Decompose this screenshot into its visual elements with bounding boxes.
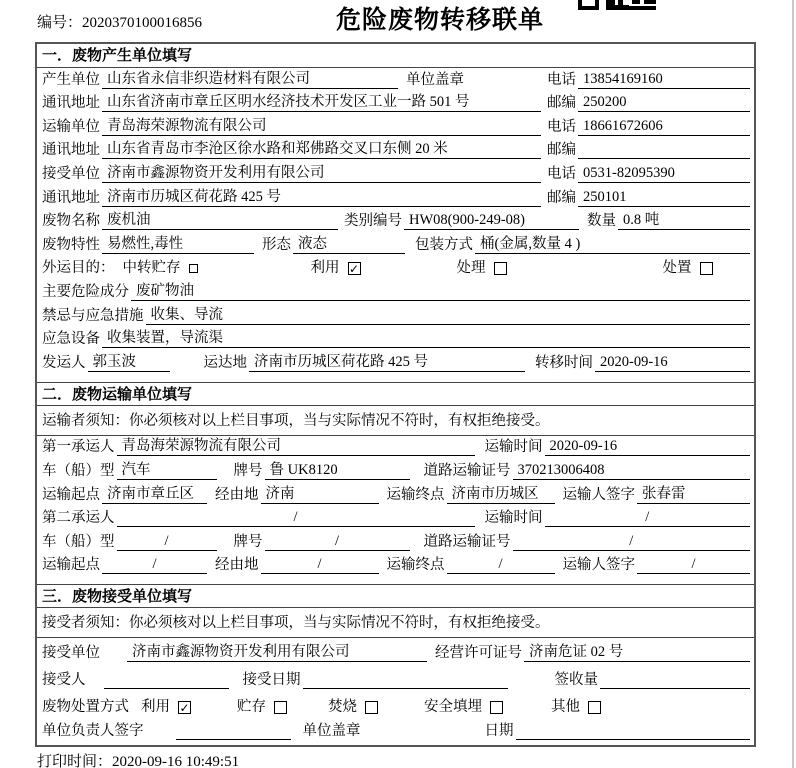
transport-unit-value: 青岛海荣源物流有限公司 [102,114,541,136]
transfer-date-value: 2020-09-16 [595,354,750,372]
producer-phone-value: 13854169160 [578,71,750,89]
main-hazard-value: 废矿物油 [131,279,750,301]
row-emergency-equipment [37,328,754,352]
second-carrier-value: / [117,509,475,527]
transfer-date-label: 转移时间 [535,354,593,371]
destination-label: 运达地 [203,354,247,371]
route2-signature-label: 运输人签字 [562,557,635,574]
receiver-zip-label: 邮编 [547,189,576,206]
waste-form-label: 形态 [262,236,291,253]
transport-unit-label: 运输单位 [42,118,100,135]
row-waste-property [37,233,754,257]
responsible-signature-value [176,722,291,740]
route2-signature-value: / [637,556,750,574]
road-permit2-label: 道路运输证号 [423,533,511,550]
row-route2 [37,554,754,578]
first-carrier-value: 青岛海荣源物流有限公司 [117,434,475,456]
transport-zip-value [578,141,750,159]
receiver-notice: 接受者须知：你必须核对以上栏目事项，当与实际情况不符时，有权拒绝接受。 [37,608,754,638]
section-gap [37,375,754,382]
transport-address-value: 山东省青岛市李沧区徐水路和郑佛路交叉口东侧 20 米 [102,137,541,159]
disposal-method-label: 废物处置方式 [42,699,129,716]
receiver-phone-value: 0531-82095390 [578,165,750,183]
receiver-zip-value: 250101 [578,189,750,207]
row-accept-person [37,665,754,692]
serial-value: 2020370100016856 [82,15,203,31]
disposal-other-label: 其他 [551,699,580,716]
transport-time2-label: 运输时间 [484,510,543,527]
section1-title: 一．废物产生单位填写 [37,44,754,68]
document-header [0,0,796,42]
row-main-hazard [37,280,754,304]
treat-checkbox [494,262,507,275]
purpose-reuse-label: 利用 [310,260,340,277]
taboo-measures-label: 禁忌与应急措施 [42,307,144,324]
route2-end-label: 运输终点 [386,557,445,574]
print-time: 打印时间：2020-09-16 10:49:51 [37,754,240,768]
plate-number1-value: 鲁 UK8120 [265,458,410,480]
sender-value: 郭玉波 [88,350,170,372]
receiver-address-label: 通讯地址 [42,189,100,206]
row-transport-unit [37,115,754,139]
receiver-unit-value: 济南市鑫源物资开发利用有限公司 [102,161,541,183]
producer-zip-value: 250200 [578,94,750,112]
waste-form-value: 液态 [293,232,405,254]
transfer-storage-checkbox [189,264,198,273]
route1-end-label: 运输终点 [386,486,445,503]
route1-end-value: 济南市历城区 [447,482,555,504]
disposal-other-checkbox [588,701,601,714]
accept-unit-value: 济南市鑫源物资开发利用有限公司 [127,640,427,662]
disposal-store-label: 贮存 [237,699,266,716]
accept-date-label: 接受日期 [242,672,301,689]
waste-quantity-value: 0.8 吨 [618,208,750,230]
accept-person-value [104,671,229,689]
responsible-signature-label: 单位负责人签字 [42,723,144,740]
vehicle-type2-label: 车（船）型 [42,533,115,550]
transport-time1-label: 运输时间 [484,439,543,456]
route2-origin-value: / [102,556,207,574]
received-quantity-value [600,671,750,689]
route2-via-label: 经由地 [215,557,259,574]
first-carrier-label: 第一承运人 [42,439,115,456]
route2-via-value: / [261,556,379,574]
waste-quantity-label: 数量 [587,213,616,230]
transport-address-label: 通讯地址 [42,142,100,159]
transport-time1-value: 2020-09-16 [545,438,751,456]
row-producer-unit [37,68,754,92]
disposal-incinerate-checkbox [365,701,378,714]
reuse-checkbox: ✓ [348,262,360,277]
vehicle-type2-value: / [117,533,217,551]
row-responsible-signature [37,719,754,743]
sign-date-value [516,722,751,740]
purpose-label: 外运目的： [42,260,115,277]
serial-number [37,11,202,32]
section3-title: 三．废物接受单位填写 [37,584,754,608]
producer-phone-label: 电话 [547,71,576,88]
section-gap [37,577,754,584]
license-number-label: 经营许可证号 [435,645,522,662]
row-vehicle2 [37,530,754,554]
producer-unit-label: 产生单位 [42,71,100,88]
route1-signature-value: 张春雷 [637,482,750,504]
route1-origin-value: 济南市章丘区 [102,482,207,504]
receiver-address-value: 济南市历城区荷花路 425 号 [102,185,541,207]
manifest-form [35,42,756,747]
disposal-reuse-checkbox: ✓ [179,701,190,716]
row-sender [37,351,754,375]
row-first-carrier [37,436,754,460]
transport-zip-label: 邮编 [547,142,576,159]
main-hazard-label: 主要危险成分 [42,283,129,300]
serial-label: 编号： [37,15,83,31]
route1-via-label: 经由地 [215,486,259,503]
emergency-equipment-value: 收集装置，导流渠 [102,326,750,348]
disposal-landfill-label: 安全填埋 [424,699,482,716]
unit-seal-label: 单位盖章 [406,71,464,88]
plate-number2-value: / [265,533,410,551]
emergency-equipment-label: 应急设备 [42,331,100,348]
receiver-unit-label: 接受单位 [42,165,100,182]
waste-name-value: 废机油 [102,208,338,230]
receiver-phone-label: 电话 [547,165,576,182]
road-permit2-value: / [513,533,751,551]
vehicle-type1-value: 汽车 [117,458,217,480]
producer-zip-label: 邮编 [547,95,576,112]
producer-address-label: 通讯地址 [42,95,100,112]
road-permit1-label: 道路运输证号 [423,462,511,479]
sender-label: 发运人 [42,354,86,371]
destination-value: 济南市历城区荷花路 425 号 [249,350,525,372]
waste-code-label: 类别编号 [344,213,402,230]
packaging-value: 桶(金属,数量 4 ) [475,232,750,254]
page-title: 危险废物转移联单 [336,6,545,34]
waste-property-value: 易燃性,毒性 [102,232,254,254]
route2-end-value: / [447,556,555,574]
taboo-measures-value: 收集、导流 [146,303,751,325]
row-receiver-unit [37,162,754,186]
vehicle-type1-label: 车（船）型 [42,462,115,479]
plate-number1-label: 牌号 [233,462,263,479]
waste-code-value: HW08(900-249-08) [404,212,579,230]
row-receiver-address [37,186,754,210]
accept-unit-label: 接受单位 [42,645,100,662]
row-taboo-measures [37,304,754,328]
sign-date-label: 日期 [484,723,514,740]
page-edge-line [792,0,794,768]
plate-number2-label: 牌号 [233,533,263,550]
license-number-value: 济南危证 02 号 [524,640,750,662]
producer-address-value: 山东省济南市章丘区明水经济技术开发区工业一路 501 号 [102,90,541,112]
route1-via-value: 济南 [261,482,379,504]
route1-signature-label: 运输人签字 [562,486,635,503]
road-permit1-value: 370213006408 [513,462,751,480]
row-transfer-purpose [37,257,754,281]
transport-phone-value: 18661672606 [578,118,750,136]
row-route1 [37,483,754,507]
disposal-store-checkbox [274,701,287,714]
transport-phone-label: 电话 [547,118,576,135]
route2-origin-label: 运输起点 [42,557,100,574]
row-producer-address [37,92,754,116]
waste-name-label: 废物名称 [42,213,100,230]
row-transport-address [37,139,754,163]
disposal-reuse-label: 利用 [141,699,170,716]
section2-title: 二．废物运输单位填写 [37,382,754,406]
accept-person-label: 接受人 [42,672,86,689]
unit-seal2-label: 单位盖章 [302,723,361,740]
transporter-notice: 运输者须知：你必须核对以上栏目事项，当与实际情况不符时，有权拒绝接受。 [37,406,754,436]
row-second-carrier [37,507,754,531]
second-carrier-label: 第二承运人 [42,510,115,527]
transport-time2-value: / [545,509,751,527]
accept-date-value [303,671,508,689]
purpose-transfer-storage-label: 中转贮存 [122,260,181,277]
disposal-incinerate-label: 焚烧 [328,699,357,716]
packaging-label: 包装方式 [415,236,473,253]
producer-unit-value: 山东省永信非织造材料有限公司 [102,67,398,89]
disposal-landfill-checkbox [490,701,503,714]
dispose-checkbox [700,262,713,275]
waste-property-label: 废物特性 [42,236,100,253]
row-accept-unit [37,638,754,665]
row-disposal-method [37,692,754,719]
purpose-dispose-label: 处置 [662,260,692,277]
qr-code-fragment [578,0,656,10]
purpose-treat-label: 处理 [456,260,486,277]
received-quantity-label: 签收量 [554,672,598,689]
row-waste-name [37,210,754,234]
row-vehicle1 [37,459,754,483]
route1-origin-label: 运输起点 [42,486,100,503]
